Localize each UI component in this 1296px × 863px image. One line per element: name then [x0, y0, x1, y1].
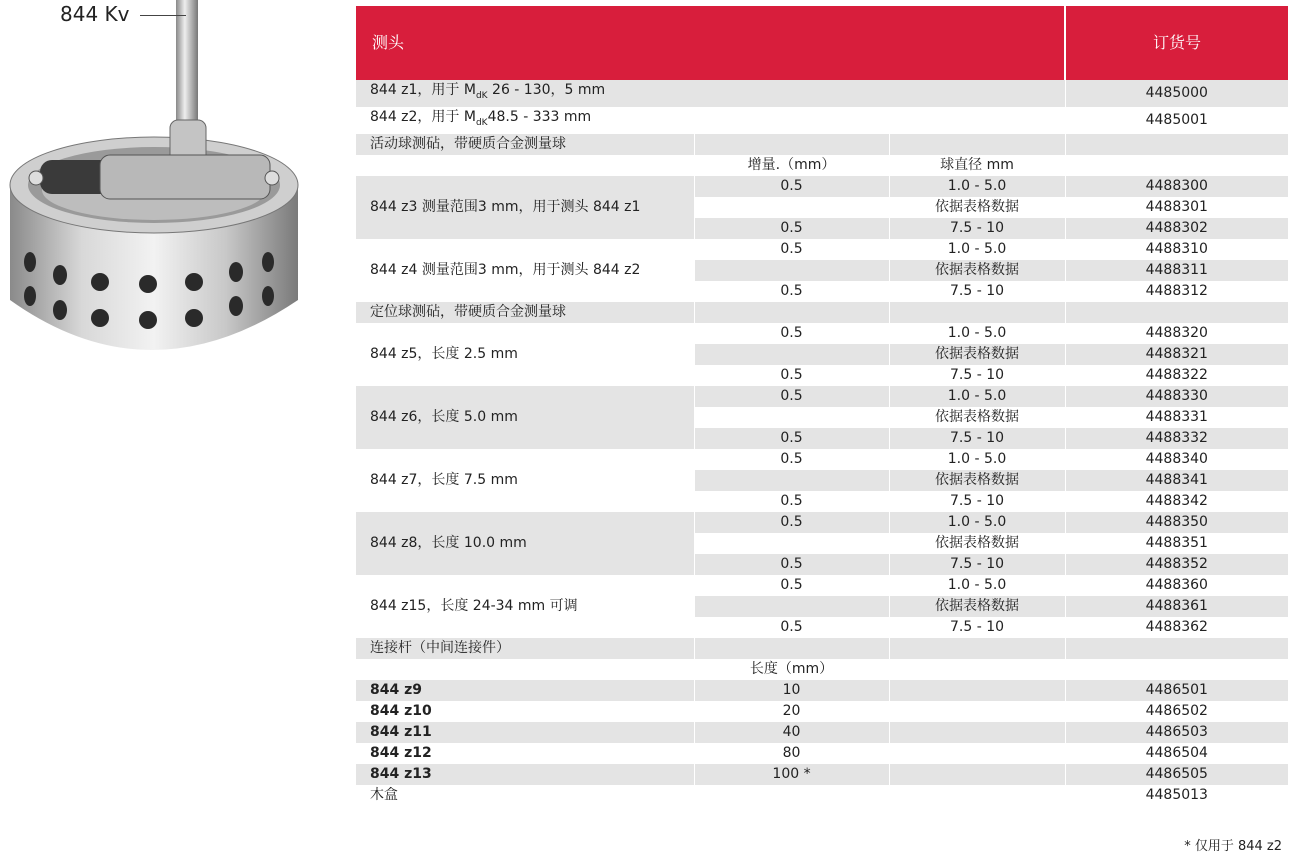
increment-cell: 0.5	[694, 554, 889, 575]
ball-cell: 7.5 - 10	[889, 365, 1065, 386]
order-number: 4488322	[1065, 365, 1288, 386]
ball-cell: 依据表格数据	[889, 260, 1065, 281]
increment-cell: 0.5	[694, 323, 889, 344]
ball-cell: 1.0 - 5.0	[889, 386, 1065, 407]
table-row	[356, 764, 1288, 785]
order-number: 4488362	[1065, 617, 1288, 638]
order-number: 4485013	[1065, 785, 1288, 806]
increment-cell	[694, 197, 889, 218]
ball-cell: 7.5 - 10	[889, 428, 1065, 449]
spec-table	[356, 6, 1288, 806]
order-number: 4488311	[1065, 260, 1288, 281]
rod-name: 844 z9	[356, 680, 694, 701]
increment-cell	[694, 407, 889, 428]
increment-cell	[694, 470, 889, 491]
order-number: 4488340	[1065, 449, 1288, 470]
order-number: 4488361	[1065, 596, 1288, 617]
order-number: 4488312	[1065, 281, 1288, 302]
rod-name: 844 z10	[356, 701, 694, 722]
order-number: 4488300	[1065, 176, 1288, 197]
variant-label: 844 z6，长度 5.0 mm	[356, 386, 694, 449]
order-number: 4486502	[1065, 701, 1288, 722]
table-row	[356, 239, 1288, 260]
ball-cell: 依据表格数据	[889, 470, 1065, 491]
section-title: 活动球测砧，带硬质合金测量球	[356, 134, 694, 155]
rod-length: 40	[694, 722, 889, 743]
model-label: 844 Kv	[60, 2, 130, 26]
order-number: 4488352	[1065, 554, 1288, 575]
table-row	[356, 449, 1288, 470]
ball-cell: 1.0 - 5.0	[889, 449, 1065, 470]
table-row	[356, 701, 1288, 722]
variant-label: 844 z7，长度 7.5 mm	[356, 449, 694, 512]
order-number: 4488360	[1065, 575, 1288, 596]
rod-length: 10	[694, 680, 889, 701]
ball-cell: 依据表格数据	[889, 533, 1065, 554]
increment-cell	[694, 344, 889, 365]
col-increment: 增量.（mm）	[694, 155, 889, 176]
increment-cell: 0.5	[694, 365, 889, 386]
table-row	[356, 680, 1288, 701]
increment-cell: 0.5	[694, 575, 889, 596]
section-title: 连接杆（中间连接件）	[356, 638, 694, 659]
ball-cell: 7.5 - 10	[889, 554, 1065, 575]
ball-cell: 1.0 - 5.0	[889, 239, 1065, 260]
order-number: 4488332	[1065, 428, 1288, 449]
ball-cell: 依据表格数据	[889, 197, 1065, 218]
ball-cell: 1.0 - 5.0	[889, 512, 1065, 533]
ball-cell: 7.5 - 10	[889, 281, 1065, 302]
row-label: 844 z2，用于 $M_{dK}48.5 - 333$ mm	[356, 107, 1065, 134]
increment-cell	[694, 533, 889, 554]
table-row	[356, 80, 1288, 107]
table-row	[356, 743, 1288, 764]
section-row	[356, 638, 1288, 659]
increment-cell: 0.5	[694, 218, 889, 239]
ball-cell: 7.5 - 10	[889, 617, 1065, 638]
order-number: 4485000	[1065, 80, 1288, 107]
ball-cell: 1.0 - 5.0	[889, 176, 1065, 197]
increment-cell: 0.5	[694, 239, 889, 260]
table-row	[356, 107, 1288, 134]
variant-label: 844 z15，长度 24-34 mm 可调	[356, 575, 694, 638]
order-number: 4486504	[1065, 743, 1288, 764]
order-number: 4488342	[1065, 491, 1288, 512]
table-row	[356, 722, 1288, 743]
variant-label: 844 z5，长度 2.5 mm	[356, 323, 694, 386]
increment-cell: 0.5	[694, 512, 889, 533]
variant-label: 844 z3 测量范围3 mm，用于测头 844 z1	[356, 176, 694, 239]
rod-name: 844 z11	[356, 722, 694, 743]
ball-cell: 1.0 - 5.0	[889, 323, 1065, 344]
order-number: 4488301	[1065, 197, 1288, 218]
table-row	[356, 575, 1288, 596]
increment-cell: 0.5	[694, 176, 889, 197]
col-ball-diameter: 球直径 mm	[889, 155, 1065, 176]
col-length: 长度（mm）	[694, 659, 889, 680]
table-row	[356, 176, 1288, 197]
section-title: 定位球测砧，带硬质合金测量球	[356, 302, 694, 323]
increment-cell: 0.5	[694, 386, 889, 407]
order-number: 4488302	[1065, 218, 1288, 239]
increment-cell	[694, 596, 889, 617]
rod-length: 100 *	[694, 764, 889, 785]
order-number: 4488310	[1065, 239, 1288, 260]
order-number: 4488351	[1065, 533, 1288, 554]
table-row	[356, 386, 1288, 407]
rod-length: 80	[694, 743, 889, 764]
ball-cell: 1.0 - 5.0	[889, 575, 1065, 596]
rod-name: 844 z13	[356, 764, 694, 785]
section-row	[356, 302, 1288, 323]
ball-cell: 7.5 - 10	[889, 218, 1065, 239]
rod-name: 844 z12	[356, 743, 694, 764]
increment-cell: 0.5	[694, 449, 889, 470]
order-number: 4488341	[1065, 470, 1288, 491]
increment-cell: 0.5	[694, 281, 889, 302]
table-row	[356, 512, 1288, 533]
row-label: 844 z1，用于 $M_{dK}$ 26 - 130，5 mm	[356, 80, 1065, 107]
order-number: 4488320	[1065, 323, 1288, 344]
header-probe: 测头	[356, 6, 1065, 80]
increment-cell	[694, 260, 889, 281]
section-row	[356, 134, 1288, 155]
order-number: 4488331	[1065, 407, 1288, 428]
increment-cell: 0.5	[694, 617, 889, 638]
ball-cell: 依据表格数据	[889, 596, 1065, 617]
leader-line	[140, 15, 186, 16]
table-row	[356, 323, 1288, 344]
footnote: * 仅用于 844 z2	[1184, 839, 1282, 854]
column-subheader-row	[356, 659, 1288, 680]
increment-cell: 0.5	[694, 491, 889, 512]
ball-cell: 依据表格数据	[889, 407, 1065, 428]
order-number: 4488330	[1065, 386, 1288, 407]
increment-cell: 0.5	[694, 428, 889, 449]
table-row	[356, 785, 1288, 806]
rod-length: 20	[694, 701, 889, 722]
order-number: 4486503	[1065, 722, 1288, 743]
ball-cell: 依据表格数据	[889, 344, 1065, 365]
order-number: 4488321	[1065, 344, 1288, 365]
order-number: 4488350	[1065, 512, 1288, 533]
order-number: 4486501	[1065, 680, 1288, 701]
order-number: 4485001	[1065, 107, 1288, 134]
gauge-illustration	[0, 0, 320, 380]
variant-label: 844 z4 测量范围3 mm，用于测头 844 z2	[356, 239, 694, 302]
ball-cell: 7.5 - 10	[889, 491, 1065, 512]
table-header-row	[356, 6, 1288, 80]
wooden-box-label: 木盒	[356, 785, 1065, 806]
header-order-no: 订货号	[1065, 6, 1288, 80]
product-photo	[0, 0, 320, 380]
variant-label: 844 z8，长度 10.0 mm	[356, 512, 694, 575]
order-number: 4486505	[1065, 764, 1288, 785]
column-subheader-row	[356, 155, 1288, 176]
